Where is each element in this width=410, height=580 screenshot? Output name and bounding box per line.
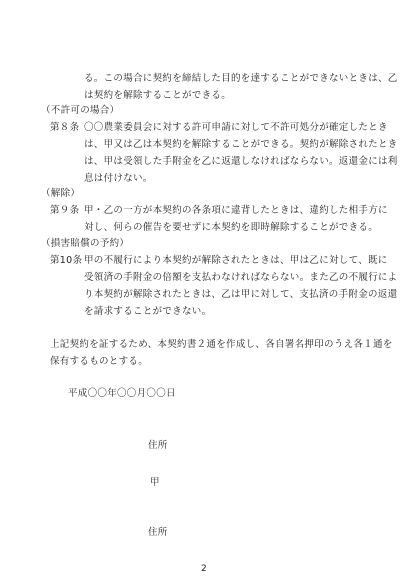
article-10-line: を請求することができない。 [84,306,212,317]
article-10-line: 甲の不履行により本契約が解除されたときは、甲は乙に対して、既に [84,255,388,266]
article-8-number: 第８条 [50,122,80,133]
article-8-heading: （不許可の場合） [41,105,120,116]
article-8-line: は、甲は受領した手附金を乙に返還しなければならない。返還金には利 [84,156,398,167]
party-label: 甲 [150,477,160,488]
article-9-heading: （解除） [41,188,81,199]
closing-line: 上記契約を証するため、本契約書２通を作成し、各自署名押印のうえ各１通を [50,339,393,350]
article-9-line: 対し、何らの催告を要せずに本契約を即時解除することができる。 [84,222,379,233]
article-9-number: 第９条 [50,205,80,216]
article-9-line: 甲・乙の一方が本契約の各条項に違背したときは、違約した相手方に [84,205,388,216]
address-label: 住所 [148,440,168,451]
article-8-line: 〇〇農業委員会に対する許可申請に対して不許可処分が確定したとき [84,122,388,133]
contract-date: 平成〇〇年〇〇月〇〇日 [68,388,176,399]
article-10-number: 第10条 [50,255,83,266]
continuation-line: は契約を解除することができる。 [84,90,232,101]
continuation-line: る。この場合に契約を締結した目的を達することができないときは、乙 [84,73,398,84]
closing-line: 保有するものとする。 [50,356,149,367]
address-label: 住所 [148,527,168,538]
article-10-line: 受領済の手附金の倍額を支払わなければならない。また乙の不履行によ [84,272,398,283]
article-10-heading: （損害賠償の予約） [41,238,130,249]
page-number: 2 [201,564,208,574]
article-10-line: り本契約が解除されたときは、乙は甲に対して、支払済の手附金の返還 [84,289,398,300]
article-8-line: 息は付けない。 [84,173,153,184]
article-8-line: は、甲又は乙は本契約を解除することができる。契約が解除されたとき [84,139,398,150]
